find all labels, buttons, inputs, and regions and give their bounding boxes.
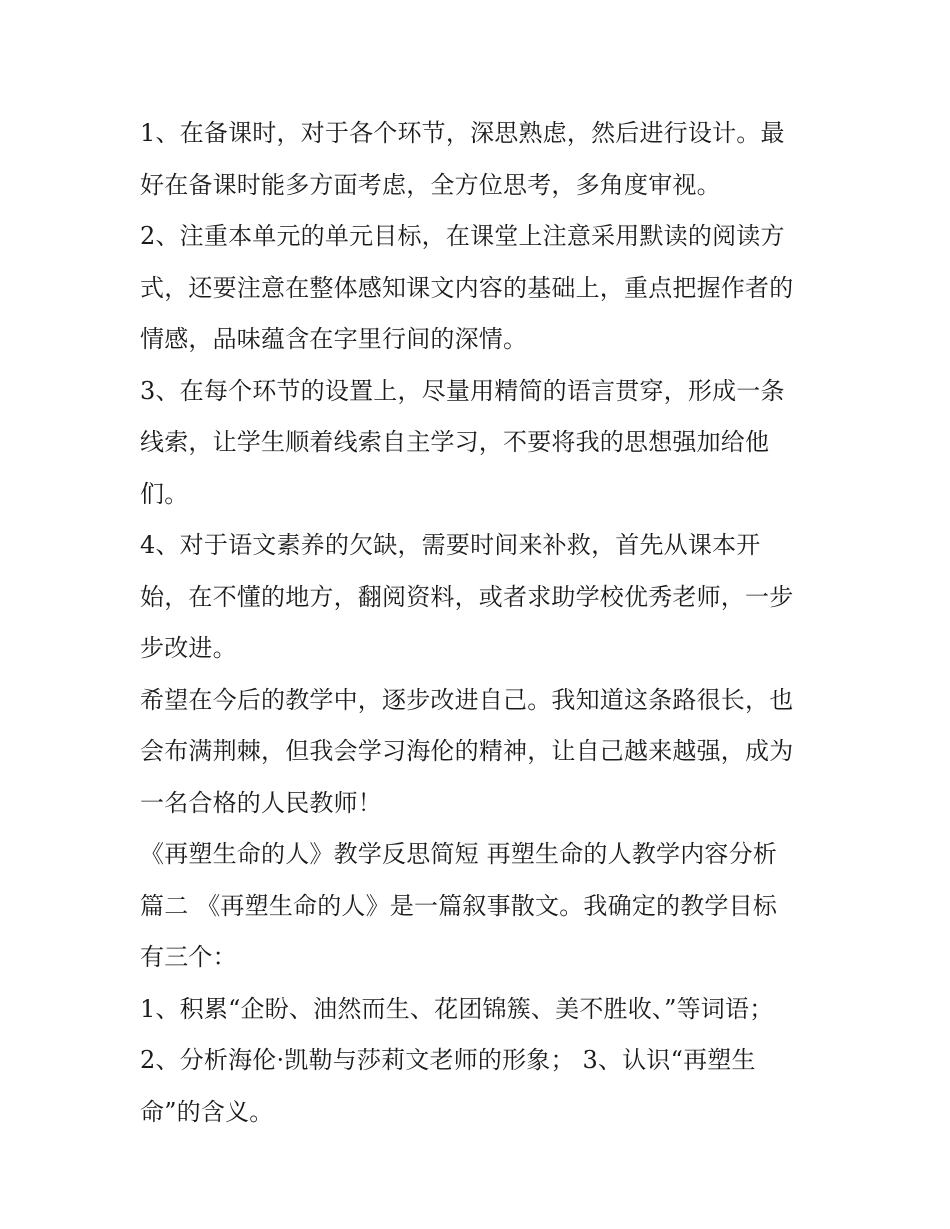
text-line: 始，在不懂的地方，翻阅资料，或者求助学校优秀老师，一步 — [140, 582, 794, 611]
text-line: 们。 — [140, 479, 189, 508]
text-line: 一名合格的人民教师！ — [140, 788, 382, 817]
text-line: 1、在备课时，对于各个环节，深思熟虑，然后进行设计。最 — [140, 119, 785, 147]
text-line: 会布满荆棘，但我会学习海伦的精神，让自己越来越强，成为 — [140, 737, 794, 765]
text-line: 好在备课时能多方面考虑，全方位思考，多角度审视。 — [140, 170, 721, 199]
text-line: 式，还要注意在整体感知课文内容的基础上，重点把握作者的 — [140, 273, 794, 302]
document-body — [140, 108, 830, 1138]
text-line: 1、积累“企盼、油然而生、花团锦簇、美不胜收、”等词语； — [140, 994, 774, 1023]
text-line: 2、注重本单元的单元目标，在课堂上注意采用默读的阅读方 — [140, 222, 785, 250]
text-line: 希望在今后的教学中，逐步改进自己。我知道这条路很长，也 — [140, 685, 794, 714]
text-line: 命”的含义。 — [140, 1097, 274, 1126]
text-line: 2、分析海伦·凯勒与莎莉文老师的形象； 3、认识“再塑生 — [140, 1046, 756, 1074]
text-line: 《再塑生命的人》教学反思简短 再塑生命的人教学内容分析 — [140, 840, 778, 868]
text-line: 有三个： — [140, 943, 237, 971]
text-line: 3、在每个环节的设置上，尽量用精简的语言贯穿，形成一条 — [140, 376, 785, 405]
text-line: 线索，让学生顺着线索自主学习，不要将我的思想强加给他 — [140, 428, 770, 456]
text-line: 步改进。 — [140, 634, 237, 662]
text-line: 篇二 《再塑生命的人》是一篇叙事散文。我确定的教学目标 — [140, 891, 778, 920]
text-line: 4、对于语文素养的欠缺，需要时间来补救，首先从课本开 — [140, 531, 761, 559]
text-line: 情感，品味蕴含在字里行间的深情。 — [140, 325, 528, 353]
